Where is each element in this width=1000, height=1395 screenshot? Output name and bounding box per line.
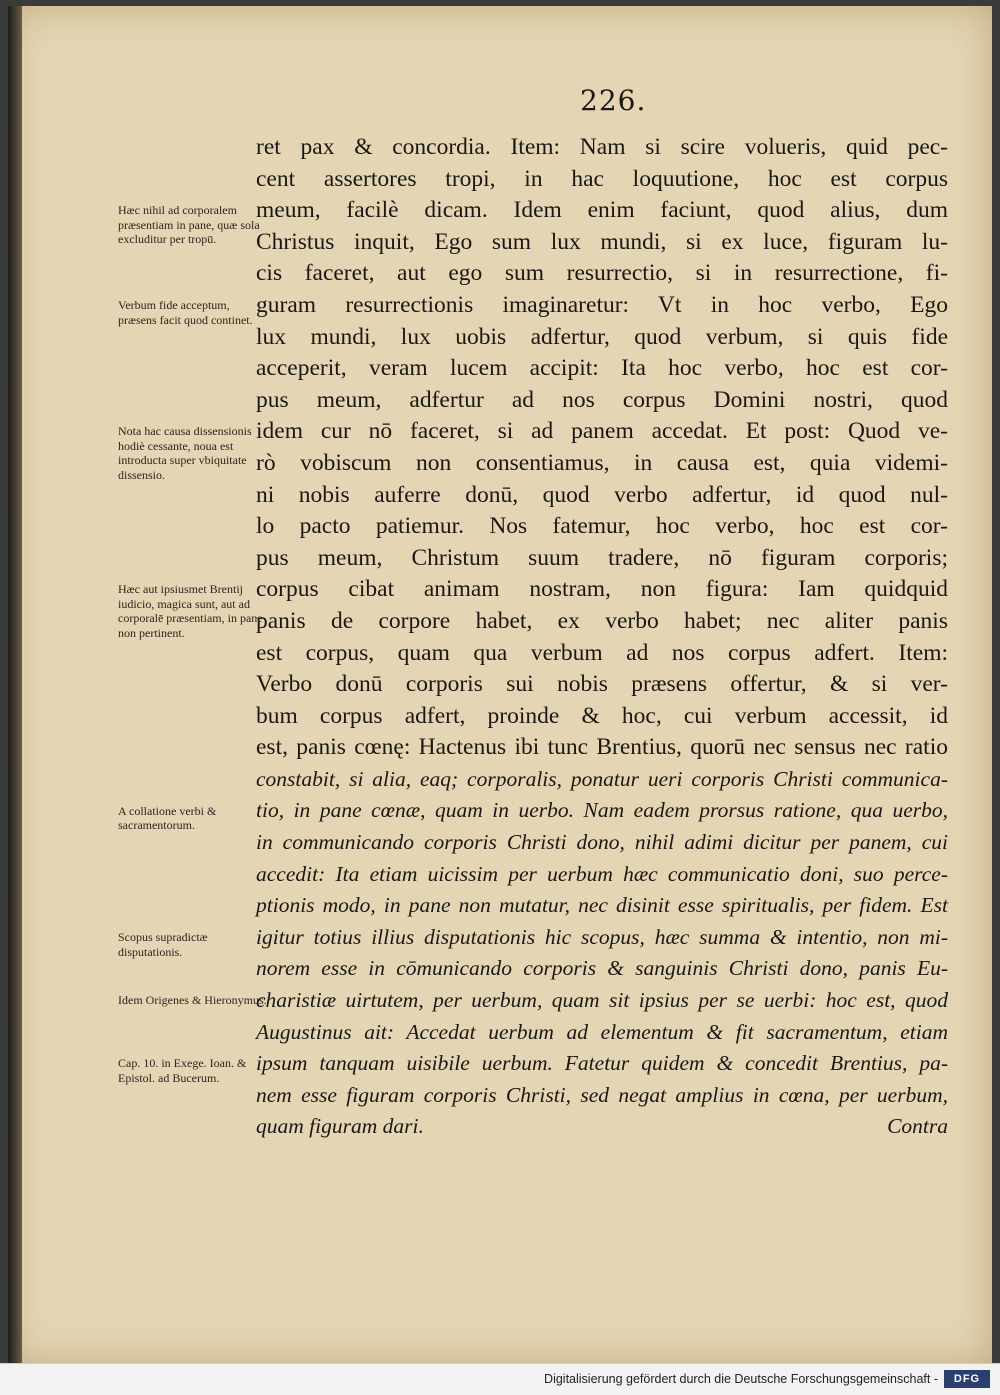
text-line: Christus inquit, Ego sum lux mundi, si ex luce, figuram lu- <box>256 228 948 255</box>
page-gutter-shadow <box>8 6 22 1364</box>
marginal-note: Hæc aut ipsiusmet Brentij iudicio, magica sunt, aut ad corporalē præsentiam, in pane non pertinent. <box>118 582 263 640</box>
text-line: pus meum, adfertur ad nos corpus Domini nostri, quod <box>256 386 948 413</box>
viewer-footer <box>0 1363 1000 1395</box>
text-line: Augustinus ait: Accedat uerbum ad elementum & fit sacramentum, etiam <box>256 1019 948 1044</box>
text-line: bum corpus adfert, proinde & hoc, cui verbum accessit, id <box>256 702 948 729</box>
text-line: igitur totius illius disputationis hic scopus, hæc summa & intentio, non mi- <box>256 924 948 949</box>
text-line: nem esse figuram corporis Christi, sed negat amplius in cœna, per uerbum, <box>256 1082 948 1107</box>
text-line: panis de corpore habet, ex verbo habet; nec aliter panis <box>256 607 948 634</box>
marginal-note: Scopus supradictæ disputationis. <box>118 930 208 959</box>
text-line: ni nobis auferre donū, quod verbo adfertur, id quod nul- <box>256 481 948 508</box>
marginal-note: Verbum fide acceptum, præsens facit quod continet. <box>118 298 253 327</box>
text-line: norem esse in cōmunicando corporis & sanguinis Christi dono, panis Eu- <box>256 956 948 981</box>
text-line: quam figuram dari. Contra <box>256 1111 948 1143</box>
text-line: cent assertores tropi, in hac loquutione, hoc est corpus <box>256 165 948 192</box>
text-line: tio, in pane cœnæ, quam in uerbo. Nam eadem prorsus ratione, qua uerbo, <box>256 798 948 823</box>
main-text-block <box>256 132 948 1143</box>
catchword: Contra <box>887 1114 948 1139</box>
text-line: est, panis cœnę: Hactenus ibi tunc Brentius, quorū nec sensus nec ratio <box>256 734 948 761</box>
text-line: lux mundi, lux uobis adfertur, quod verbum, si quis fide <box>256 323 948 350</box>
text-line: corpus cibat animam nostram, non figura: Iam quidquid <box>256 576 948 603</box>
text-line: est corpus, quam qua verbum ad nos corpus adfert. Item: <box>256 639 948 666</box>
text-line: meum, facilè dicam. Idem enim faciunt, quod alius, dum <box>256 197 948 224</box>
text-line: guram resurrectionis imaginaretur: Vt in hoc verbo, Ego <box>256 291 948 318</box>
marginal-note: Idem Origenes & Hieronymus. <box>118 993 267 1008</box>
text-line: ptionis modo, in pane non mutatur, nec disinit esse spiritualis, per fidem. Est <box>256 893 948 918</box>
marginal-note: Cap. 10. in Exege. Ioan. & Epistol. ad Bucerum. <box>118 1056 247 1085</box>
dfg-logo[interactable]: DFG <box>944 1370 990 1388</box>
text-line: lo pacto patiemur. Nos fatemur, hoc verbo, hoc est cor- <box>256 513 948 540</box>
marginal-note: Hæc nihil ad corporalem præsentiam in pane, quæ sola excluditur per tropū. <box>118 203 260 247</box>
text-line: constabit, si alia, eaq; corporalis, ponatur ueri corporis Christi communica- <box>256 766 948 791</box>
text-line: acceperit, veram lucem accipit: Ita hoc verbo, hoc est cor- <box>256 355 948 382</box>
text-line: ret pax & concordia. Item: Nam si scire volueris, quid pec- <box>256 134 948 160</box>
text-line: pus meum, Christum suum tradere, nō figuram corporis; <box>256 544 948 571</box>
book-page <box>8 6 992 1364</box>
page-number: 226. <box>580 84 647 117</box>
text-line: accedit: Ita etiam uicissim per uerbum hæc communicatio doni, suo perce- <box>256 861 948 886</box>
marginal-note: Nota hac causa dissensionis hodiè cessante, noua est introducta super vbiquitate dissensio. <box>118 424 252 482</box>
funding-credit: Digitalisierung gefördert durch die Deutsche Forschungsgemeinschaft - <box>544 1372 938 1386</box>
text-line: cis faceret, aut ego sum resurrectio, si in resurrectione, fi- <box>256 260 948 287</box>
marginal-note: A collatione verbi & sacramentorum. <box>118 803 217 833</box>
text-line: charistiæ uirtutem, per uerbum, quam sit ipsius per se uerbi: hoc est, quod <box>256 988 948 1013</box>
text-line: idem cur nō faceret, si ad panem accedat. Et post: Quod ve- <box>256 418 948 445</box>
text-line: Verbo donū corporis sui nobis præsens offertur, & si ver- <box>256 671 948 698</box>
text-line: rò vobiscum non consentiamus, in causa est, quia videmi- <box>256 449 948 476</box>
text-line: ipsum tanquam uisibile uerbum. Fatetur quidem & concedit Brentius, pa- <box>256 1051 948 1076</box>
text-line: in communicando corporis Christi dono, nihil adimi dicitur per panem, cui <box>256 830 948 855</box>
